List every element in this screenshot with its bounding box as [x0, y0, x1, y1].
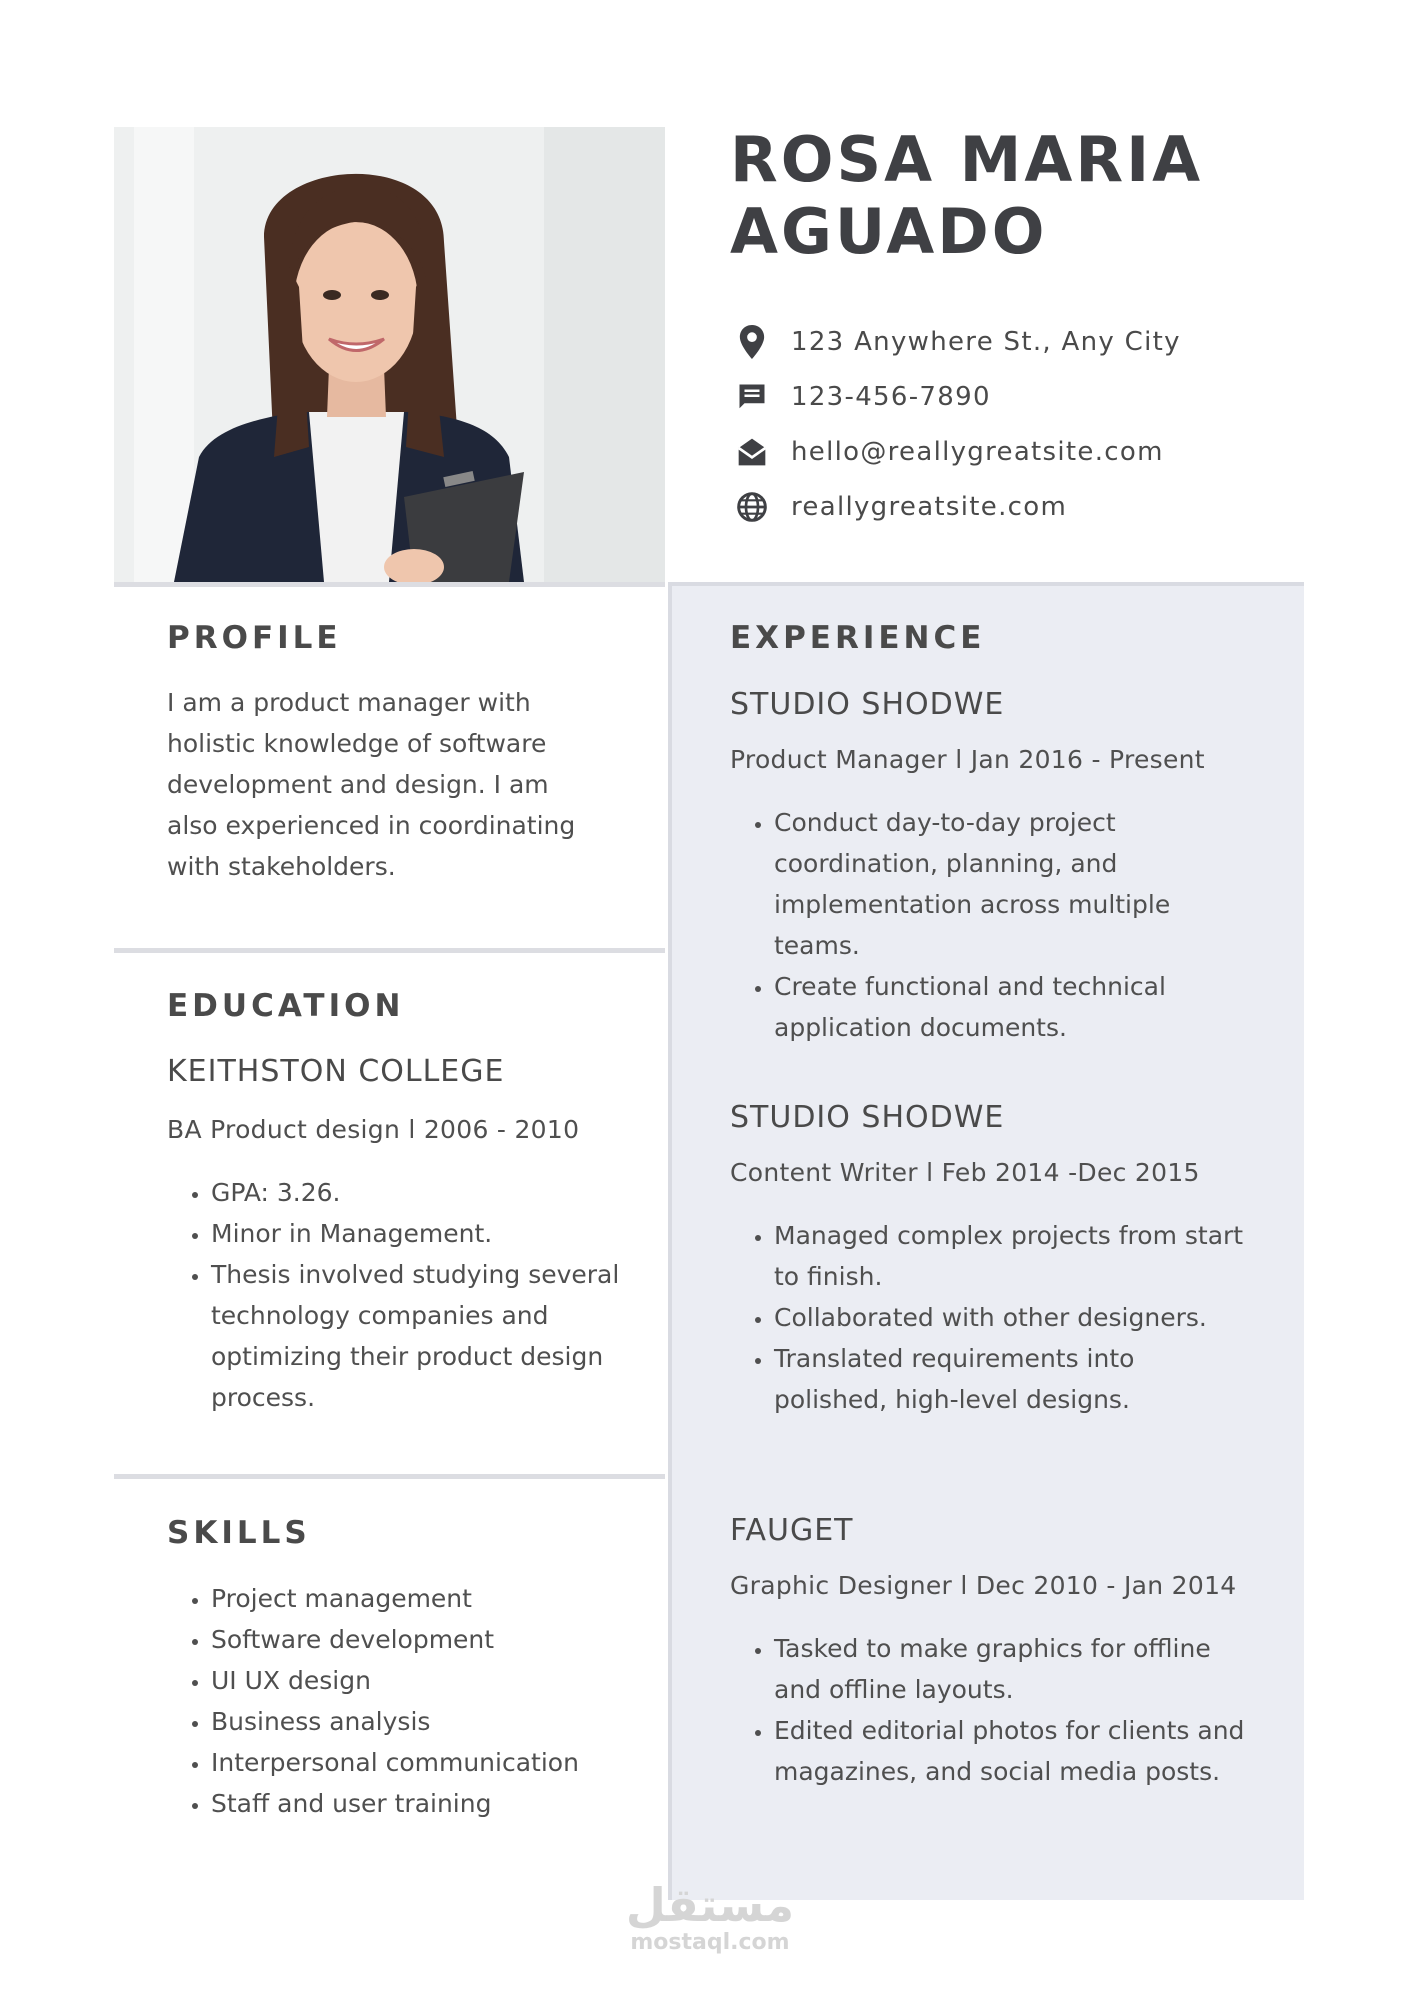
watermark-logo	[620, 1880, 800, 1955]
chat-icon	[735, 380, 769, 414]
list-item: • GPA: 3.26.	[211, 1172, 661, 1213]
job-role: Graphic Designer l Dec 2010 - Jan 2014	[730, 1571, 1237, 1600]
job-role: Content Writer l Feb 2014 -Dec 2015	[730, 1158, 1200, 1187]
profile-line: holistic knowledge of software	[167, 729, 547, 758]
contact-email	[735, 424, 1295, 479]
job-bullets	[730, 1628, 1254, 1792]
list-item: • Interpersonal communication	[211, 1742, 671, 1783]
experience-heading: EXPERIENCE	[730, 620, 986, 656]
education-heading: EDUCATION	[167, 988, 405, 1024]
contact-phone-text: 123-456-7890	[791, 381, 991, 412]
list-item: • Tasked to make graphics for offline and offline layouts.	[774, 1628, 1254, 1710]
profile-divider	[114, 948, 665, 953]
skills-heading: SKILLS	[167, 1515, 311, 1551]
job-bullets	[730, 1215, 1254, 1420]
contact-list	[735, 314, 1295, 534]
location-pin-icon	[735, 325, 769, 359]
profile-line: with stakeholders.	[167, 852, 396, 881]
list-item: • Translated requirements into polished, high-level designs.	[774, 1338, 1254, 1420]
name-line-1: ROSA MARIA	[730, 123, 1204, 196]
list-item: • Create functional and technical application documents.	[774, 966, 1254, 1048]
profile-line: I am a product manager with	[167, 688, 531, 717]
list-item: • Managed complex projects from start to finish.	[774, 1215, 1254, 1297]
contact-address-text: 123 Anywhere St., Any City	[791, 326, 1181, 357]
list-item: • UI UX design	[211, 1660, 671, 1701]
job-bullets	[730, 802, 1254, 1048]
contact-address	[735, 314, 1295, 369]
envelope-icon	[735, 435, 769, 469]
watermark-latin: mostaql.com	[630, 1930, 790, 1955]
name-line-2: AGUADO	[730, 195, 1048, 268]
contact-website	[735, 479, 1295, 534]
contact-website-text: reallygreatsite.com	[791, 491, 1068, 522]
profile-text	[167, 682, 637, 887]
list-item: • Minor in Management.	[211, 1213, 661, 1254]
list-item: • Project management	[211, 1578, 671, 1619]
education-bullets	[167, 1172, 661, 1418]
list-item: • Collaborated with other designers.	[774, 1297, 1254, 1338]
globe-icon	[735, 490, 769, 524]
profile-line: development and design. I am	[167, 770, 549, 799]
job-company: FAUGET	[730, 1513, 854, 1548]
profile-photo	[114, 127, 665, 582]
contact-email-text: hello@reallygreatsite.com	[791, 436, 1164, 467]
job-company: STUDIO SHODWE	[730, 687, 1005, 722]
candidate-name	[730, 124, 1290, 268]
skills-list	[167, 1578, 671, 1824]
list-item: • Software development	[211, 1619, 671, 1660]
list-item: • Edited editorial photos for clients and magazines, and social media posts.	[774, 1710, 1254, 1792]
contact-phone	[735, 369, 1295, 424]
job-role: Product Manager l Jan 2016 - Present	[730, 745, 1205, 774]
education-school: KEITHSTON COLLEGE	[167, 1054, 505, 1089]
header-divider	[114, 582, 665, 587]
list-item: • Thesis involved studying several technology companies and optimizing their product design process.	[211, 1254, 661, 1418]
list-item: • Conduct day-to-day project coordination, planning, and implementation across multiple teams.	[774, 802, 1254, 966]
job-company: STUDIO SHODWE	[730, 1100, 1005, 1135]
education-degree: BA Product design l 2006 - 2010	[167, 1115, 580, 1144]
list-item: • Business analysis	[211, 1701, 671, 1742]
education-divider	[114, 1474, 665, 1479]
profile-line: also experienced in coordinating	[167, 811, 576, 840]
profile-heading: PROFILE	[167, 620, 342, 656]
watermark-arabic: مستقل	[625, 1878, 795, 1932]
list-item: • Staff and user training	[211, 1783, 671, 1824]
